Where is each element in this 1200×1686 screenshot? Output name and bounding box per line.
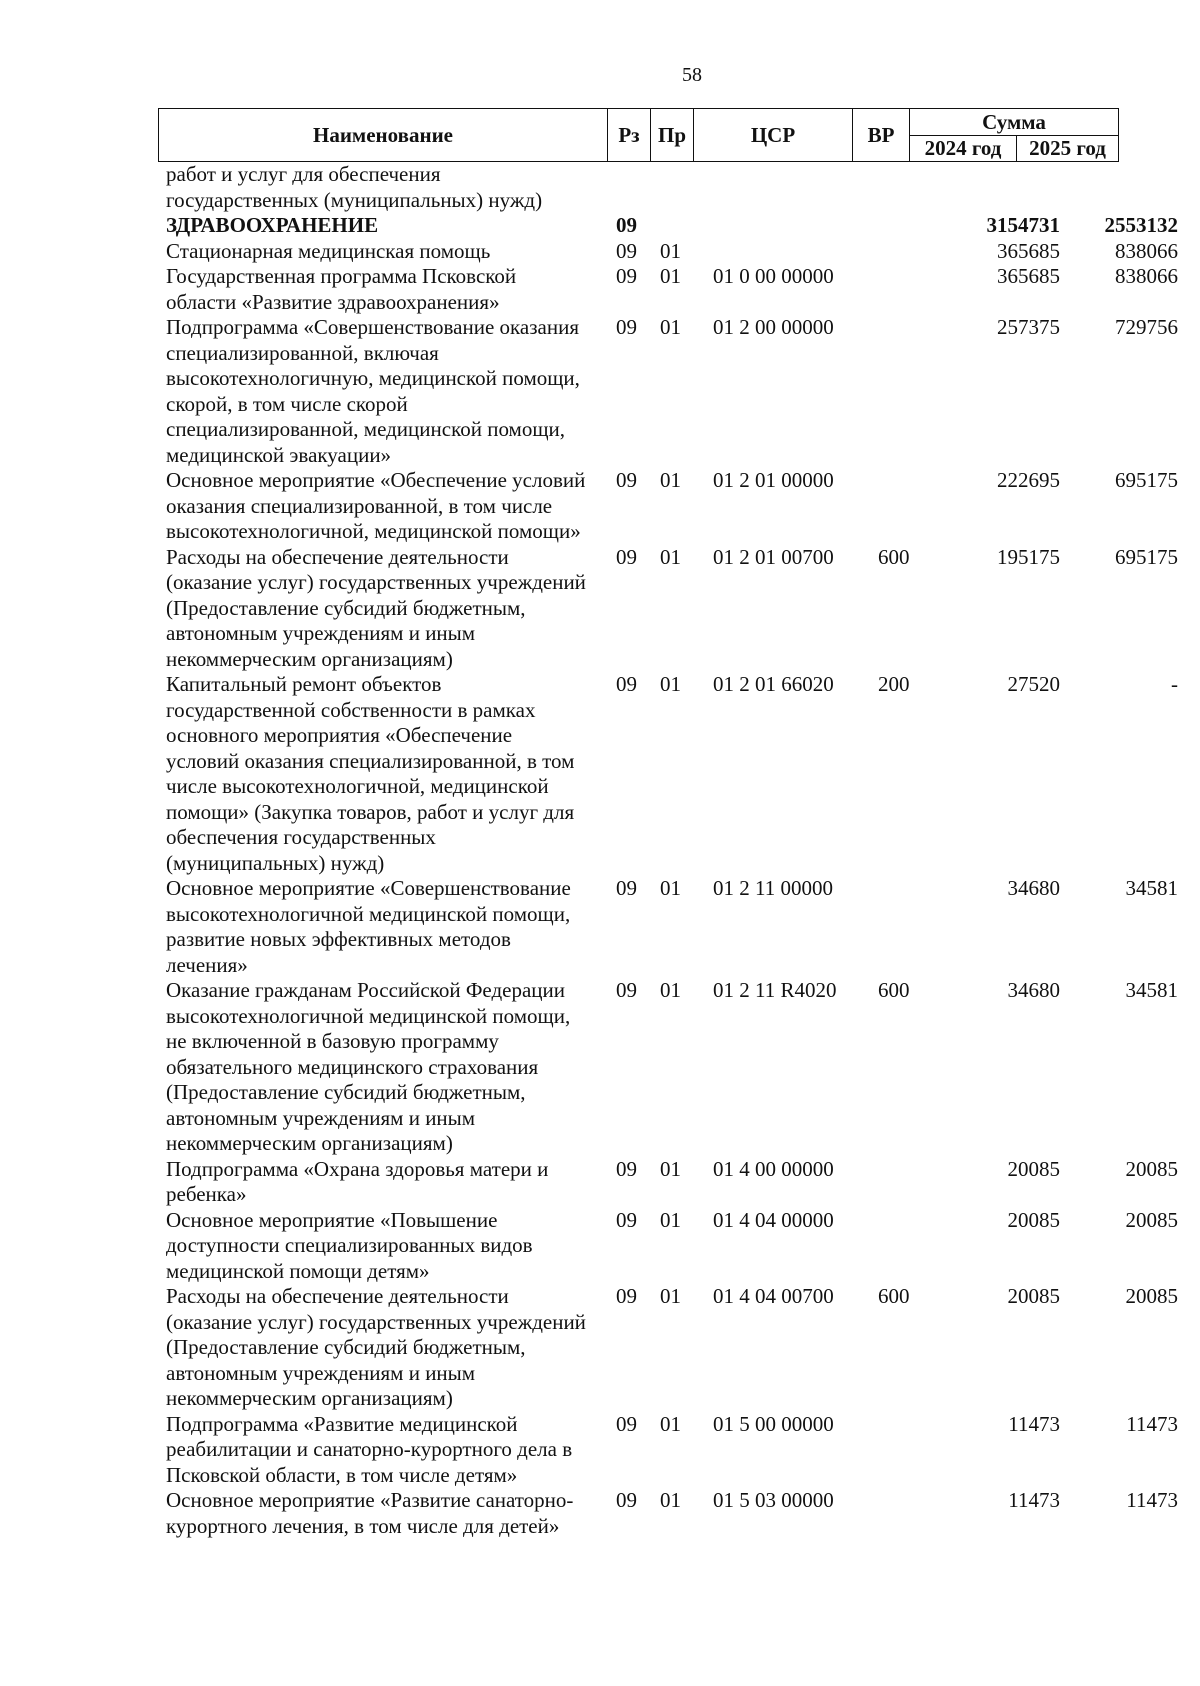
row-pr: 01 [660, 264, 681, 288]
row-sum-2025: 2553132 [1104, 213, 1178, 237]
row-sum-2025: 11473 [1126, 1411, 1178, 1436]
row-csr: 01 0 00 00000 [713, 264, 834, 288]
row-sum-2024: 11473 [1008, 1488, 1060, 1512]
header-rz: Рз [607, 108, 651, 162]
row-csr: 01 4 04 00700 [713, 1284, 834, 1308]
row-vr: 200 [878, 672, 910, 696]
table-row [158, 213, 1178, 239]
row-rz: 09 [616, 544, 637, 569]
table-row [158, 1488, 1178, 1539]
table-row [158, 1207, 1178, 1285]
row-rz: 09 [616, 876, 637, 900]
row-sum-2025: 729756 [1115, 315, 1178, 339]
row-sum-2024: 3154731 [986, 213, 1060, 237]
row-rz: 09 [616, 238, 637, 263]
row-rz: 09 [616, 264, 637, 288]
row-name: Оказание гражданам Российской Федерации высокотехнологичной медицинской помощи, не включенной в базовую программу обязательного медицинского страхования (Предоставление субсидий бюджетным, автономным учреждениям и иным некоммерческим организациям) [166, 978, 571, 1155]
row-csr: 01 2 00 00000 [713, 315, 834, 339]
row-name: Расходы на обеспечение деятельности (оказание услуг) государственных учреждений (Предоставление субсидий бюджетным, автономным учреждениям и иным некоммерческим организациям) [166, 1284, 586, 1410]
row-name: Подпрограмма «Развитие медицинской реабилитации и санаторно-курортного дела в Псковской области, в том числе детям» [166, 1411, 573, 1487]
row-sum-2024: 11473 [1008, 1411, 1060, 1436]
row-sum-2024: 34680 [1007, 876, 1060, 900]
header-csr: ЦСР [693, 108, 853, 162]
row-sum-2025: 34581 [1125, 876, 1178, 900]
budget-table [158, 108, 1178, 1539]
row-rz: 09 [616, 1411, 637, 1436]
row-name: Основное мероприятие «Повышение доступности специализированных видов медицинской помощи детям» [166, 1207, 533, 1283]
header-sum: Сумма [909, 108, 1119, 136]
row-sum-2025: 20085 [1125, 1156, 1178, 1181]
row-pr: 01 [660, 876, 681, 900]
table-row [158, 544, 1178, 673]
row-sum-2024: 365685 [997, 264, 1060, 288]
header-2025: 2025 год [1016, 135, 1119, 162]
table-row [158, 468, 1178, 545]
row-sum-2025: 695175 [1115, 544, 1178, 569]
row-pr: 01 [660, 1411, 681, 1436]
row-csr: 01 4 00 00000 [713, 1156, 834, 1181]
row-sum-2025: - [1171, 672, 1178, 696]
row-name: Государственная программа Псковской области «Развитие здравоохранения» [166, 264, 517, 314]
header-pr: Пр [650, 108, 694, 162]
table-row [158, 978, 1178, 1157]
page-number: 58 [682, 64, 702, 86]
row-sum-2024: 20085 [1007, 1207, 1060, 1232]
row-name: ЗДРАВООХРАНЕНИЕ [166, 213, 379, 237]
table-row [158, 264, 1178, 315]
table-row [158, 315, 1178, 468]
row-pr: 01 [660, 672, 681, 696]
row-rz: 09 [616, 1207, 637, 1232]
table-row [158, 238, 1178, 265]
table-row [158, 1284, 1178, 1412]
row-sum-2025: 695175 [1115, 468, 1178, 492]
row-csr: 01 5 00 00000 [713, 1411, 834, 1436]
row-sum-2025: 11473 [1126, 1488, 1178, 1512]
row-pr: 01 [660, 1284, 681, 1308]
row-csr: 01 4 04 00000 [713, 1207, 834, 1232]
row-vr: 600 [878, 1284, 910, 1308]
row-pr: 01 [660, 978, 681, 1002]
row-rz: 09 [616, 1284, 637, 1308]
row-name: Подпрограмма «Совершенствование оказания специализированной, включая высокотехнологичную, медицинской помощи, скорой, в том числе скорой специализированной, медицинской помощи, медицинской эвакуации» [166, 315, 580, 467]
header-name: Наименование [158, 108, 608, 162]
row-rz: 09 [616, 978, 637, 1002]
table-row [158, 162, 1118, 213]
row-rz: 09 [616, 1488, 637, 1512]
row-sum-2024: 365685 [997, 238, 1060, 263]
row-rz: 09 [616, 672, 637, 696]
table-header [158, 108, 1118, 162]
row-rz: 09 [616, 468, 637, 492]
row-pr: 01 [660, 544, 681, 569]
row-sum-2024: 20085 [1007, 1156, 1060, 1181]
row-csr: 01 2 01 00700 [713, 544, 834, 569]
row-csr: 01 5 03 00000 [713, 1488, 834, 1512]
row-name: Основное мероприятие «Обеспечение условий оказания специализированной, в том числе высокотехнологичной, медицинской помощи» [166, 468, 586, 543]
row-pr: 01 [660, 238, 681, 263]
row-name: Капитальный ремонт объектов государственной собственности в рамках основного мероприятия «Обеспечение условий оказания специализированной, в том числе высокотехнологичной, медицинской помощи» (Закупка товаров, работ и услуг для обеспечения государственных (муниципальных) нужд) [166, 672, 575, 875]
row-name: Расходы на обеспечение деятельности (оказание услуг) государственных учреждений (Предоставление субсидий бюджетным, автономным учреждениям и иным некоммерческим организациям) [166, 544, 586, 671]
row-sum-2024: 27520 [1007, 672, 1060, 696]
row-pr: 01 [660, 1207, 681, 1232]
row-rz: 09 [616, 1156, 637, 1181]
row-sum-2024: 222695 [997, 468, 1060, 492]
row-sum-2025: 20085 [1125, 1284, 1178, 1308]
table-row [158, 876, 1178, 978]
row-sum-2025: 34581 [1125, 978, 1178, 1002]
table-row [158, 672, 1178, 876]
row-name: Основное мероприятие «Совершенствование высокотехнологичной медицинской помощи, развитие новых эффективных методов лечения» [166, 876, 571, 977]
row-csr: 01 2 11 00000 [713, 876, 833, 900]
row-sum-2024: 34680 [1007, 978, 1060, 1002]
header-2024: 2024 год [909, 135, 1017, 162]
row-csr: 01 2 01 00000 [713, 468, 834, 492]
row-vr: 600 [878, 544, 910, 569]
row-vr: 600 [878, 978, 910, 1002]
row-pr: 01 [660, 315, 681, 339]
row-pr: 01 [660, 1156, 681, 1181]
row-pr: 01 [660, 1488, 681, 1512]
row-sum-2025: 838066 [1115, 264, 1178, 288]
row-rz: 09 [616, 315, 637, 339]
row-csr: 01 2 11 R4020 [713, 978, 837, 1002]
row-sum-2025: 838066 [1115, 238, 1178, 263]
row-csr: 01 2 01 66020 [713, 672, 834, 696]
table-body [158, 162, 1178, 1539]
row-sum-2025: 20085 [1125, 1207, 1178, 1232]
row-sum-2024: 20085 [1007, 1284, 1060, 1308]
row-name: Основное мероприятие «Развитие санаторно-курортного лечения, в том числе для детей» [166, 1488, 574, 1538]
row-sum-2024: 195175 [997, 544, 1060, 569]
row-sum-2024: 257375 [997, 315, 1060, 339]
row-name: Подпрограмма «Охрана здоровья матери и ребенка» [166, 1156, 549, 1206]
table-row [158, 1411, 1178, 1489]
row-name: Стационарная медицинская помощь [166, 238, 491, 263]
header-vr: ВР [852, 108, 910, 162]
table-row [158, 1156, 1178, 1208]
row-name: работ и услуг для обеспечения государственных (муниципальных) нужд) [166, 162, 543, 212]
row-rz: 09 [616, 213, 637, 237]
row-pr: 01 [660, 468, 681, 492]
